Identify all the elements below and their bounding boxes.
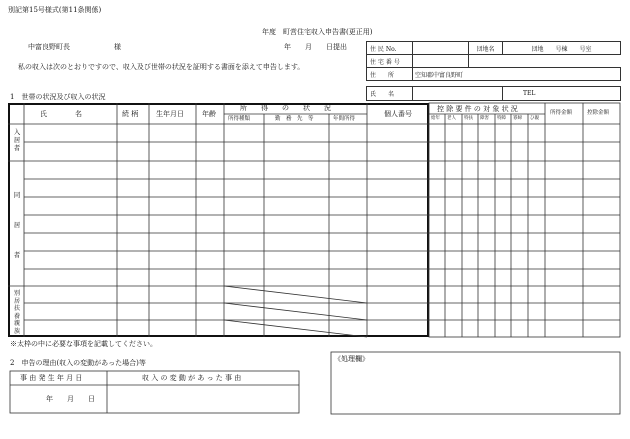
section2-heading: 2 申告の理由(収入の変動があった場合)等	[10, 359, 146, 367]
col-income-type-header: 所得種類	[228, 116, 251, 122]
col-birth-header: 生年月日	[156, 110, 184, 118]
tel-label: TEL	[503, 87, 621, 101]
complex-name-label: 団地名	[469, 42, 503, 55]
page-title: 年度 町営住宅収入申告書(更正用)	[262, 28, 373, 36]
addressee-name: 中富良野町長	[28, 43, 70, 51]
col-reason-header: 収 入 の 変 動 が あ っ た 事 由	[142, 374, 242, 382]
deduction-col-5: 特障	[497, 116, 506, 121]
fill-note: ※太枠の中に必要な事項を記載してください。	[10, 340, 157, 348]
col-income-amount-header: 所得金額	[550, 110, 573, 116]
submission-date: 年 月 日提出	[284, 43, 347, 51]
unit-label[interactable]: 団地 号棟 号室	[503, 42, 621, 55]
col-age-header: 年齢	[202, 110, 216, 118]
address-value[interactable]: 空知郡中富良野町	[413, 68, 621, 81]
deduction-col-6: 寡婦	[513, 116, 522, 121]
row-label-separate: 別居扶養親族	[13, 290, 20, 335]
col-income-status-header: 所 得 の 状 況	[240, 104, 331, 112]
housing-no-label: 住 宅 番 号	[367, 55, 413, 68]
col-relation-header: 続 柄	[122, 110, 139, 118]
address-label: 住 所	[367, 68, 413, 81]
deduction-header: 控 除 要 件 の 対 象 状 況	[437, 105, 518, 113]
processing-label: 《処理欄》	[334, 355, 369, 363]
deduction-col-2: 老人	[447, 116, 456, 121]
addressee-suffix: 様	[114, 43, 121, 51]
deduction-col-4: 障害	[480, 116, 489, 121]
col-annual-income-header: 年間所得	[333, 116, 356, 122]
date-placeholder[interactable]: 年 月 日	[46, 395, 95, 403]
col-employer-header: 勤 務 先 等	[275, 116, 314, 122]
deduction-col-7: ひ親	[530, 116, 539, 121]
reason-field[interactable]	[108, 386, 298, 412]
deduction-col-3: 特扶	[464, 116, 473, 121]
name-label: 氏 名	[367, 87, 413, 101]
form-number: 別記第15号様式(第11条関係)	[8, 6, 102, 14]
resident-no-label: 住 民 No.	[367, 42, 413, 55]
declaration-text: 私の収入は次のとおりですので、収入及び世帯の状況を証明する書面を添えて申告します。	[18, 63, 305, 71]
col-name-header: 氏 名	[40, 110, 82, 118]
row-label-cohabitant: 同居者	[13, 191, 21, 259]
deduction-col-1: 給年	[431, 116, 440, 121]
row-label-resident: 入居者	[13, 128, 21, 152]
col-deduction-amount-header: 控除金額	[587, 110, 610, 116]
col-date-header: 事 由 発 生 年 月 日	[20, 374, 83, 382]
col-id-number-header: 個人番号	[384, 110, 412, 118]
section1-heading: 1 世帯の状況及び収入の状況	[10, 93, 106, 101]
